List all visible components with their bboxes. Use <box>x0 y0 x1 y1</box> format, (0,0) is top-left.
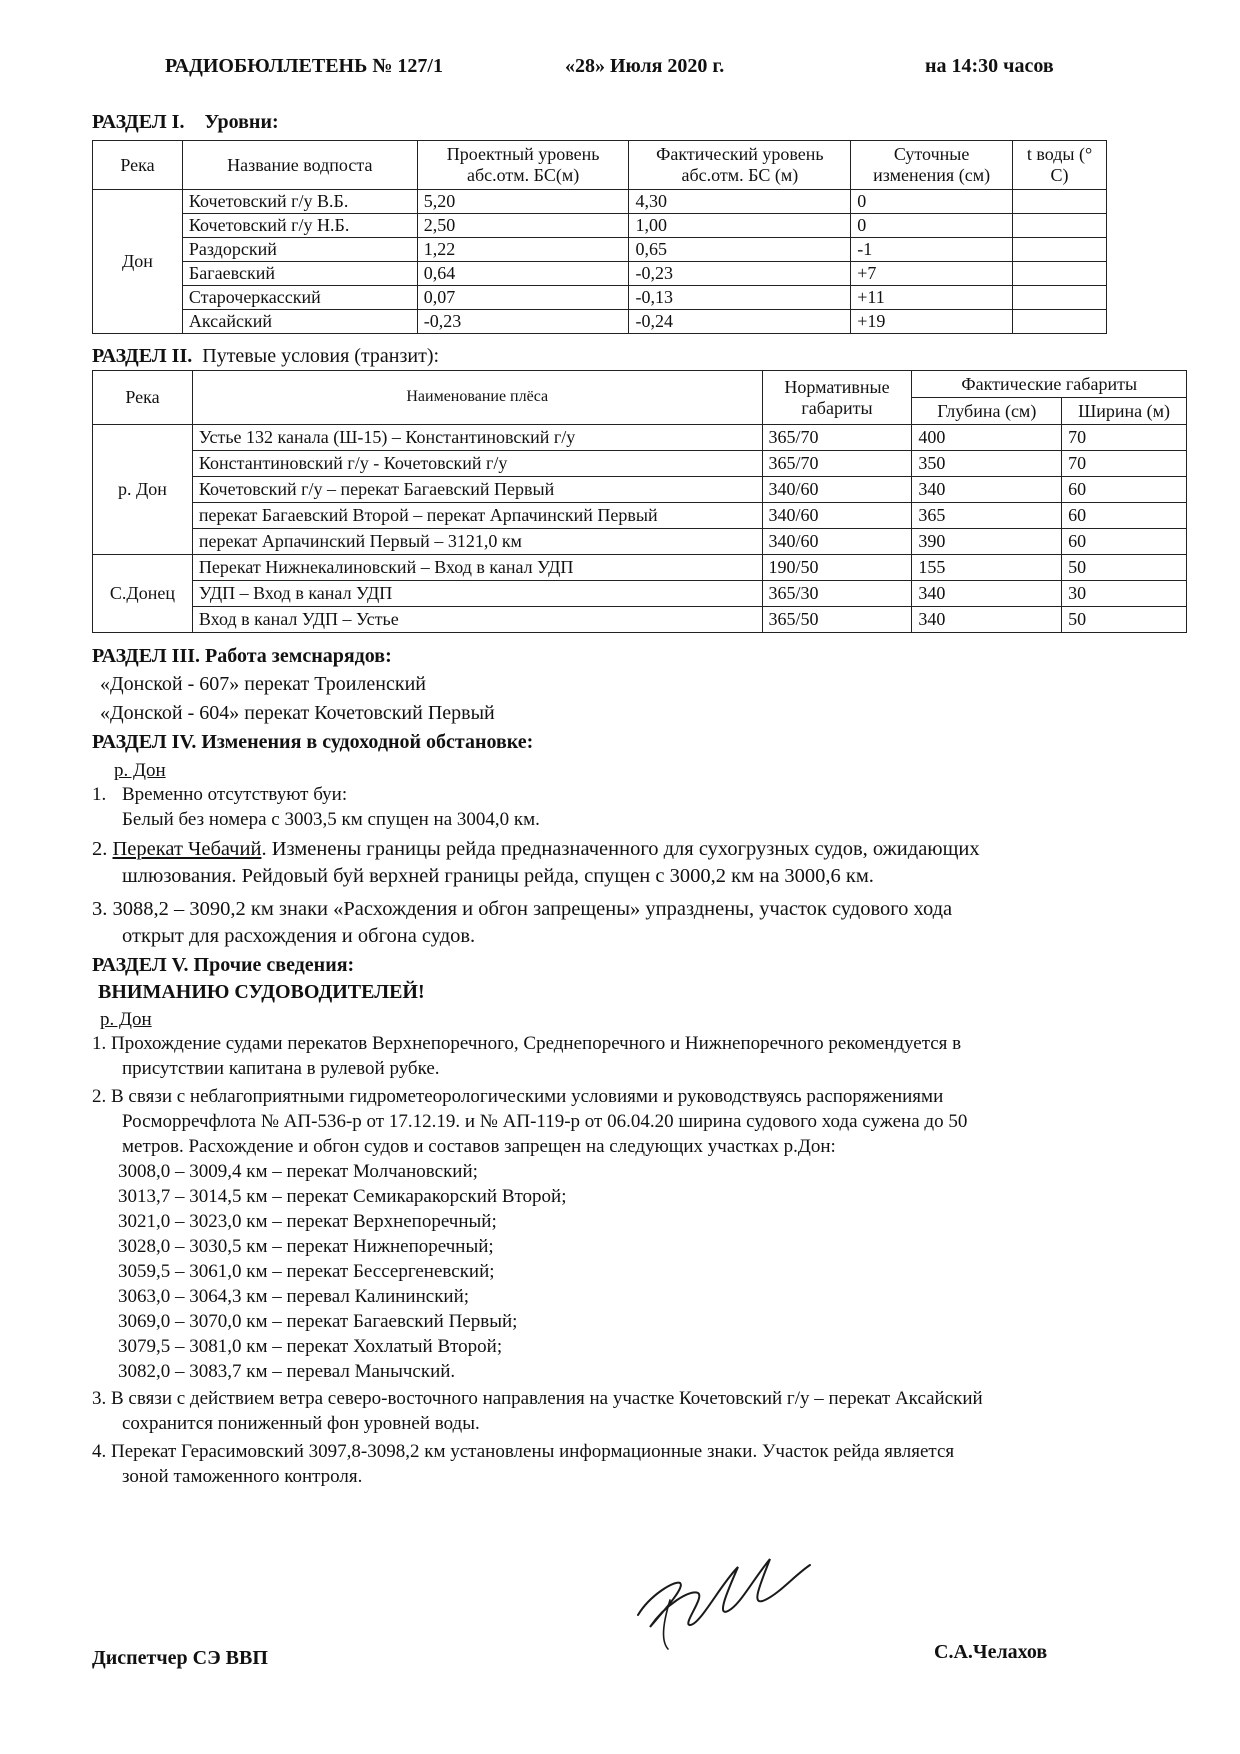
table-row <box>93 238 1107 262</box>
section3-heading: РАЗДЕЛ III. Работа земснарядов: <box>92 645 392 667</box>
norm-cell: 365/70 <box>762 451 912 477</box>
section2-subtitle: Путевые условия (транзит): <box>202 345 440 367</box>
depth-cell: 340 <box>912 477 1062 503</box>
actual-cell: -0,13 <box>629 286 851 310</box>
table-row <box>93 503 1187 529</box>
temp-cell <box>1013 286 1107 310</box>
norm-cell: 365/30 <box>762 581 912 607</box>
width-cell: 30 <box>1062 581 1187 607</box>
list-number: 2. <box>92 1086 107 1107</box>
post-cell: Аксайский <box>182 310 417 334</box>
restricted-section: 3079,5 – 3081,0 км – перекат Хохлатый Второй; <box>118 1336 503 1357</box>
table-row <box>93 581 1187 607</box>
table-row <box>93 451 1187 477</box>
reach-cell: перекат Арпачинский Первый – 3121,0 км <box>192 529 762 555</box>
post-cell: Старочеркасский <box>182 286 417 310</box>
section5-heading: РАЗДЕЛ V. Прочие сведения: <box>92 954 355 976</box>
list-number: 3. <box>92 898 108 920</box>
signature-mark <box>620 1545 820 1655</box>
list-number: 1. <box>92 784 107 805</box>
project-cell: 1,22 <box>417 238 629 262</box>
section4-heading: РАЗДЕЛ IV. Изменения в судоходной обстановке: <box>92 731 534 753</box>
river-label: р. Дон <box>114 760 166 781</box>
attention-heading: ВНИМАНИЮ СУДОВОДИТЕЛЕЙ! <box>98 981 425 1003</box>
col-depth: Глубина (см) <box>912 398 1062 425</box>
project-cell: 5,20 <box>417 190 629 214</box>
norm-cell: 190/50 <box>762 555 912 581</box>
temp-cell <box>1013 310 1107 334</box>
river-cell: Дон <box>93 190 183 334</box>
width-cell: 60 <box>1062 503 1187 529</box>
col-water-temp: t воды (° С) <box>1013 141 1107 190</box>
list-number: 3. <box>92 1388 107 1409</box>
list-item-text: открыт для расхождения и обгона судов. <box>122 925 476 947</box>
depth-cell: 350 <box>912 451 1062 477</box>
depth-cell: 365 <box>912 503 1062 529</box>
bulletin-title: РАДИОБЮЛЛЕТЕНЬ № 127/1 <box>165 55 443 77</box>
list-item-text: Перекат Герасимовский 3097,8-3098,2 км установлены информационные знаки. Участок рейда является <box>111 1441 955 1462</box>
list-item-text: метров. Расхождение и обгон судов и составов запрещен на следующих участках р.Дон: <box>122 1136 836 1157</box>
width-cell: 60 <box>1062 529 1187 555</box>
reach-cell: Вход в канал УДП – Устье <box>192 607 762 633</box>
col-daily-change: Суточные изменения (см) <box>851 141 1013 190</box>
project-cell: 2,50 <box>417 214 629 238</box>
norm-cell: 365/50 <box>762 607 912 633</box>
temp-cell <box>1013 262 1107 286</box>
actual-cell: -0,24 <box>629 310 851 334</box>
dispatcher-role: Диспетчер СЭ ВВП <box>92 1647 268 1669</box>
norm-cell: 365/70 <box>762 425 912 451</box>
reach-cell: Перекат Нижнекалиновский – Вход в канал УДП <box>192 555 762 581</box>
norm-cell: 340/60 <box>762 529 912 555</box>
restricted-section: 3059,5 – 3061,0 км – перекат Бессергеневский; <box>118 1261 495 1282</box>
temp-cell <box>1013 238 1107 262</box>
change-cell: +19 <box>851 310 1013 334</box>
table-row <box>93 286 1107 310</box>
list-item-text: Росморречфлота № АП-536-р от 17.12.19. и № АП-119-р от 06.04.20 ширина судового хода сужена до 50 <box>122 1111 968 1132</box>
col-river: Река <box>93 371 193 425</box>
restricted-section: 3063,0 – 3064,3 км – перевал Калининский; <box>118 1286 470 1307</box>
bulletin-time: на 14:30 часов <box>925 55 1054 77</box>
levels-table <box>92 140 1107 334</box>
restricted-section: 3028,0 – 3030,5 км – перекат Нижнепоречный; <box>118 1236 494 1257</box>
table-row <box>93 262 1107 286</box>
width-cell: 50 <box>1062 555 1187 581</box>
col-project-level: Проектный уровень абс.отм. БС(м) <box>417 141 629 190</box>
river-label: р. Дон <box>100 1009 152 1030</box>
change-cell: +7 <box>851 262 1013 286</box>
norm-cell: 340/60 <box>762 477 912 503</box>
list-item-text: шлюзования. Рейдовый буй верхней границы рейда, спущен с 3000,2 км на 3000,6 км. <box>122 865 874 887</box>
col-norm: Нормативные габариты <box>762 371 912 425</box>
width-cell: 70 <box>1062 425 1187 451</box>
list-number: 4. <box>92 1441 107 1462</box>
table-row <box>93 529 1187 555</box>
reach-cell: Константиновский г/у - Кочетовский г/у <box>192 451 762 477</box>
change-cell: +11 <box>851 286 1013 310</box>
section1-heading <box>92 110 279 135</box>
list-item-text: В связи с действием ветра северо-восточного направления на участке Кочетовский г/у – перекат Аксайский <box>111 1388 983 1409</box>
list-item <box>92 1085 943 1109</box>
dredger-item: «Донской - 604» перекат Кочетовский Первый <box>100 702 495 724</box>
reach-cell: перекат Багаевский Второй – перекат Арпачинский Первый <box>192 503 762 529</box>
list-item-text: Прохождение судами перекатов Верхнепоречного, Среднепоречного и Нижнепоречного рекомендуется в <box>111 1033 962 1054</box>
list-item-title: Временно отсутствуют буи: <box>122 784 348 805</box>
list-item-text: . Изменены границы рейда предназначенного для сухогрузных судов, ожидающих <box>261 838 980 860</box>
actual-cell: -0,23 <box>629 262 851 286</box>
table-row <box>93 555 1187 581</box>
table-row <box>93 477 1187 503</box>
list-number: 2. <box>92 838 108 860</box>
list-item <box>92 837 980 863</box>
section1-subtitle: Уровни: <box>204 111 279 133</box>
width-cell: 70 <box>1062 451 1187 477</box>
list-item <box>92 1032 961 1056</box>
reach-cell: УДП – Вход в канал УДП <box>192 581 762 607</box>
table-row <box>93 425 1187 451</box>
project-cell: -0,23 <box>417 310 629 334</box>
list-item-text: зоной таможенного контроля. <box>122 1466 363 1487</box>
actual-cell: 4,30 <box>629 190 851 214</box>
section2-number: РАЗДЕЛ II. <box>92 345 193 367</box>
reach-cell: Устье 132 канала (Ш-15) – Константиновский г/у <box>192 425 762 451</box>
post-cell: Раздорский <box>182 238 417 262</box>
norm-cell: 340/60 <box>762 503 912 529</box>
dispatcher-name: С.А.Челахов <box>934 1641 1048 1663</box>
depth-cell: 340 <box>912 607 1062 633</box>
project-cell: 0,64 <box>417 262 629 286</box>
width-cell: 50 <box>1062 607 1187 633</box>
river-cell: С.Донец <box>93 555 193 633</box>
depth-cell: 340 <box>912 581 1062 607</box>
restricted-section: 3013,7 – 3014,5 км – перекат Семикаракорский Второй; <box>118 1186 567 1207</box>
table-header-row <box>93 141 1107 190</box>
restricted-section: 3069,0 – 3070,0 км – перекат Багаевский Первый; <box>118 1311 518 1332</box>
width-cell: 60 <box>1062 477 1187 503</box>
reach-cell: Кочетовский г/у – перекат Багаевский Первый <box>192 477 762 503</box>
river-cell: р. Дон <box>93 425 193 555</box>
col-actual-level: Фактический уровень абс.отм. БС (м) <box>629 141 851 190</box>
list-number: 1. <box>92 1033 107 1054</box>
list-item <box>92 1440 954 1464</box>
bulletin-date: «28» Июля 2020 г. <box>565 55 725 77</box>
list-item-text: сохранится пониженный фон уровней воды. <box>122 1413 480 1434</box>
list-item-text: 3088,2 – 3090,2 км знаки «Расхождения и обгон запрещены» упразднены, участок судового хода <box>112 898 953 920</box>
table-row <box>93 310 1107 334</box>
list-item-text: В связи с неблагоприятными гидрометеорологическими условиями и руководствуясь распоряжениями <box>111 1086 944 1107</box>
col-actual-dims: Фактические габариты <box>912 371 1187 398</box>
list-item <box>92 897 952 923</box>
list-item-text: Белый без номера с 3003,5 км спущен на 3004,0 км. <box>122 809 540 830</box>
col-post: Название водпоста <box>182 141 417 190</box>
change-cell: -1 <box>851 238 1013 262</box>
post-cell: Багаевский <box>182 262 417 286</box>
post-cell: Кочетовский г/у В.Б. <box>182 190 417 214</box>
dredger-item: «Донской - 607» перекат Троиленский <box>100 673 426 695</box>
temp-cell <box>1013 214 1107 238</box>
depth-cell: 390 <box>912 529 1062 555</box>
table-header-row <box>93 371 1187 398</box>
temp-cell <box>1013 190 1107 214</box>
restricted-section: 3082,0 – 3083,7 км – перевал Манычский. <box>118 1361 456 1382</box>
section1-number: РАЗДЕЛ I. <box>92 111 185 133</box>
route-table <box>92 370 1187 633</box>
table-row <box>93 214 1107 238</box>
depth-cell: 155 <box>912 555 1062 581</box>
col-reach: Наименование плёса <box>192 371 762 425</box>
col-river: Река <box>93 141 183 190</box>
table-row <box>93 190 1107 214</box>
change-cell: 0 <box>851 190 1013 214</box>
actual-cell: 1,00 <box>629 214 851 238</box>
depth-cell: 400 <box>912 425 1062 451</box>
restricted-section: 3008,0 – 3009,4 км – перекат Молчановский; <box>118 1161 478 1182</box>
section2-heading <box>92 344 439 369</box>
project-cell: 0,07 <box>417 286 629 310</box>
post-cell: Кочетовский г/у Н.Б. <box>182 214 417 238</box>
table-row <box>93 607 1187 633</box>
col-width: Ширина (м) <box>1062 398 1187 425</box>
list-item <box>92 1387 983 1411</box>
actual-cell: 0,65 <box>629 238 851 262</box>
reach-name: Перекат Чебачий <box>112 838 262 860</box>
change-cell: 0 <box>851 214 1013 238</box>
restricted-section: 3021,0 – 3023,0 км – перекат Верхнепоречный; <box>118 1211 497 1232</box>
list-item-text: присутствии капитана в рулевой рубке. <box>122 1058 440 1079</box>
